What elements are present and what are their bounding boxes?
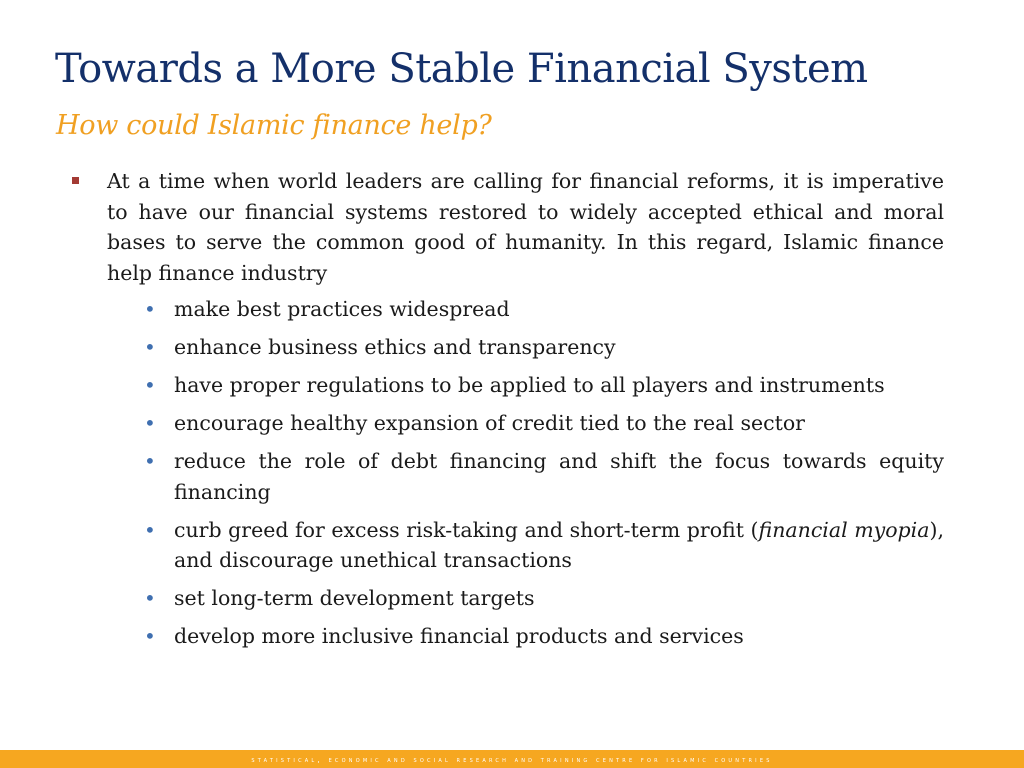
- sub-bullet-text: encourage healthy expansion of credit tied to the real sector: [174, 411, 805, 435]
- slide-title: Towards a More Stable Financial System: [55, 46, 868, 92]
- sub-bullet-text: enhance business ethics and transparency: [174, 335, 616, 359]
- slide-subtitle: How could Islamic finance help?: [56, 110, 492, 141]
- sub-bullet-text: set long-term development targets: [174, 586, 535, 610]
- sub-bullet-text-italic: financial myopia: [758, 517, 930, 542]
- sub-bullet-list: [72, 294, 944, 652]
- dot-bullet-icon: •: [144, 297, 156, 321]
- dot-bullet-icon: •: [144, 624, 156, 648]
- sub-bullet-text: have proper regulations to be applied to all players and instruments: [174, 373, 885, 397]
- dot-bullet-icon: •: [144, 586, 156, 610]
- list-item: [72, 621, 944, 652]
- dot-bullet-icon: •: [144, 449, 156, 473]
- footer-bar: [0, 750, 1024, 768]
- list-item: [72, 446, 944, 507]
- list-item: [72, 294, 944, 325]
- dot-bullet-icon: •: [144, 517, 156, 542]
- dot-bullet-icon: •: [144, 373, 156, 397]
- sub-bullet-text-end: ), and discourage unethical transactions: [174, 517, 944, 572]
- sub-bullet-text-start: curb greed for excess risk-taking and short-term profit (: [174, 517, 759, 542]
- dot-bullet-icon: •: [144, 411, 156, 435]
- main-bullet-text: At a time when world leaders are calling for financial reforms, it is imperative to have our financial systems restored to widely accepted ethical and moral bases to serve the common good of humanity. In this regard, Islamic finance help finance industry: [107, 169, 944, 285]
- footer-text: statistical, economic and social research and training centre for islamic countries: [251, 754, 773, 764]
- sub-bullet-text: reduce the role of debt financing and shift the focus towards equity financing: [174, 449, 944, 504]
- dot-bullet-icon: •: [144, 335, 156, 359]
- list-item: [72, 370, 944, 401]
- list-item: [72, 515, 944, 576]
- list-item: [72, 332, 944, 363]
- square-bullet-icon: [72, 177, 79, 184]
- slide-content: [72, 166, 944, 659]
- list-item: [72, 408, 944, 439]
- list-item: [72, 583, 944, 614]
- sub-bullet-text: make best practices widespread: [174, 297, 510, 321]
- sub-bullet-text: develop more inclusive financial products and services: [174, 624, 744, 648]
- main-bullet: [72, 166, 944, 288]
